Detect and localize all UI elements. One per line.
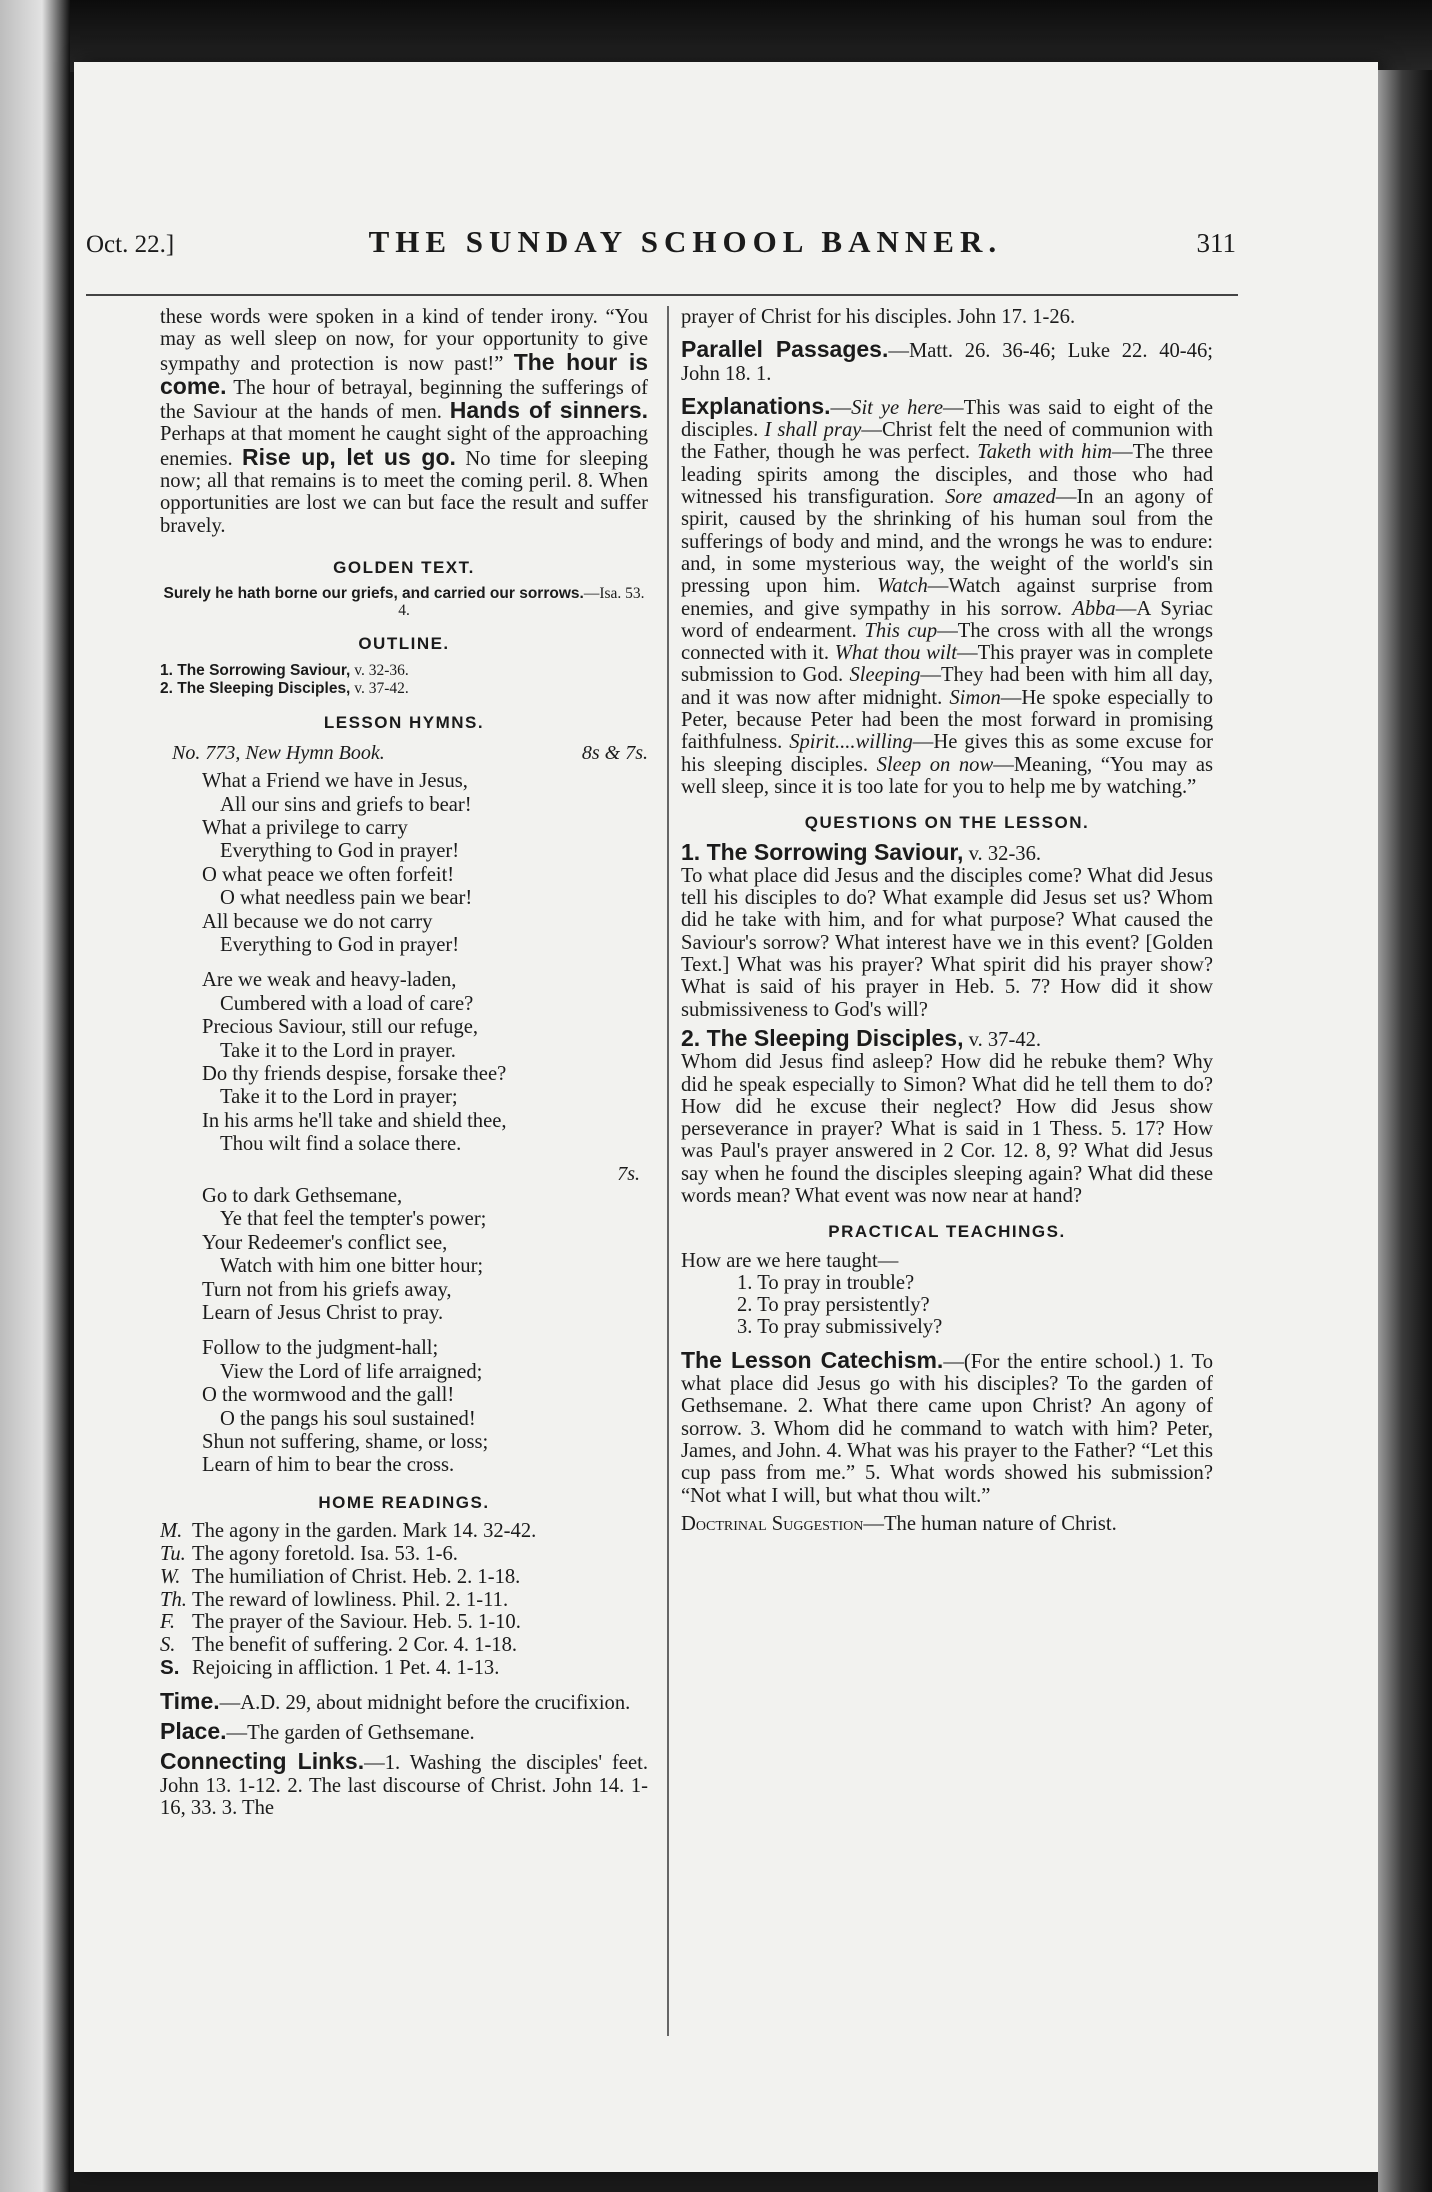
golden-text-heading: GOLDEN TEXT. xyxy=(333,557,475,577)
column-rule xyxy=(667,306,669,2036)
header-date: Oct. 22.] xyxy=(86,231,175,258)
explanation-text: —He gives this as some excuse for his sleeping disciples. xyxy=(681,731,1213,776)
practical-list xyxy=(737,1272,1213,1339)
hymn-reference: No. 773, New Hymn Book. 8s & 7s. xyxy=(172,741,648,764)
questions-heading: QUESTIONS ON THE LESSON. xyxy=(804,813,1090,833)
explanation-term: What thou wilt xyxy=(834,642,958,665)
explanation-text: — xyxy=(830,396,852,419)
hymn-stanza: What a Friend we have in Jesus, All our sins and griefs to bear! What a privilege to carry Everything to God in prayer! O what peace we often forfeit! O what needless pain we bear! All because we do not carry Everything to God in prayer! xyxy=(202,770,473,956)
explanation-term: Sleeping xyxy=(849,664,921,687)
explanation-text: —This prayer was in complete submission to God. xyxy=(681,642,1213,687)
place-paragraph: Place.—The garden of Gethsemane. xyxy=(160,1718,475,1744)
practical-item: 2. To pray persistently? xyxy=(737,1294,930,1317)
book-edge-shadow xyxy=(1378,70,1432,2192)
doctrinal-suggestion-paragraph: Doctrinal Suggestion—The human nature of Christ. xyxy=(681,1512,1117,1535)
explanation-term: I shall pray xyxy=(764,419,862,442)
left-column xyxy=(160,306,648,2036)
outline-heading: OUTLINE. xyxy=(358,634,450,654)
question-text-2: Whom did Jesus find asleep? How did he rebuke them? Why did he speak especially to Simon? What did he tell them to do? How did he excuse their neglect? How did Jesus show perseverance in prayer? What is said in 1 Thess. 5. 17? How was Paul's prayer answered in 2 Cor. 12. 8, 9? What did Jesus say when he found the disciples sleeping again? What did these words mean? What event was now near at hand? xyxy=(681,1051,1213,1207)
explanation-text: —Meaning, “You may as well sleep, since it is too late for you to help me by watching.” xyxy=(681,753,1213,798)
parallel-passages-paragraph: Parallel Passages.—Matt. 26. 36-46; Luke 22. 40-46; John 18. 1. xyxy=(681,336,1213,385)
reading-row: Tu. The agony foretold. Isa. 53. 1-6. xyxy=(160,1542,458,1565)
explanation-text: —Watch against surprise from enemies, and give sympathy in his sorrow. xyxy=(681,575,1213,620)
golden-text: Surely he hath borne our griefs, and carried our sorrows.—Isa. 53. 4. xyxy=(163,585,645,620)
explanation-term: Sore amazed xyxy=(945,486,1056,509)
right-column xyxy=(681,306,1213,2036)
hymn-stanza: Go to dark Gethsemane, Ye that feel the tempter's power; Your Redeemer's conflict see, Watch with him one bitter hour; Turn not from his griefs away, Learn of Jesus Christ to pray. xyxy=(202,1184,487,1324)
practical-item: 1. To pray in trouble? xyxy=(737,1271,915,1294)
hymn-stanza: Are we weak and heavy-laden, Cumbered with a load of care? Precious Saviour, still our refuge, Take it to the Lord in prayer. Do thy friends despise, forsake thee? Take it to the Lord in prayer; In his arms he'll take and shield thee, Thou wilt find a solace there. xyxy=(202,969,507,1156)
explanation-term: Simon xyxy=(949,686,1001,709)
explanation-text: —They had been with him all day, and it was now after midnight. xyxy=(681,664,1213,709)
lesson-hymns-heading: LESSON HYMNS. xyxy=(323,712,485,732)
practical-item: 3. To pray submissively? xyxy=(737,1316,943,1339)
explanation-term: Sleep on now xyxy=(876,753,994,776)
continuation-paragraph: prayer of Christ for his disciples. John 17. 1-26. xyxy=(681,306,1076,328)
explanation-term: Watch xyxy=(877,575,928,598)
question-section-1: 1. The Sorrowing Saviour, v. 32-36. xyxy=(681,838,1042,865)
header-title: THE SUNDAY SCHOOL BANNER. xyxy=(368,224,1003,259)
hymn-stanza: Follow to the judgment-hall; View the Lord of life arraigned; O the wormwood and the gall! O the pangs his soul sustained! Shun not suffering, shame, or loss; Learn of him to bear the cross. xyxy=(202,1337,489,1477)
explanation-text: —He spoke especially to Peter, because Peter had been the most forward in promising faithfulness. xyxy=(681,686,1213,754)
explanation-text: —A Syriac word of endearment. xyxy=(681,597,1213,642)
outline-item: 2. The Sleeping Disciples, v. 37-42. xyxy=(160,679,409,697)
time-paragraph: Time.—A.D. 29, about midnight before the crucifixion. xyxy=(160,1687,631,1714)
reading-row: S. Rejoicing in affliction. 1 Pet. 4. 1-13. xyxy=(160,1655,500,1679)
explanation-text: —This was said to eight of the disciples. xyxy=(681,396,1213,442)
facing-page-edge xyxy=(0,0,70,2192)
question-text-1: To what place did Jesus and the disciples come? What did Jesus tell his disciples to do? What example did Jesus set us? Whom did he take with him, and for what purpose? What caused the Saviour's sorrow? What interest have we in this event? [Golden Text.] What was his prayer? What spirit did his prayer show? What is said of his prayer in Heb. 5. 7? How did it show submissiveness to God's will? xyxy=(681,864,1213,1021)
reading-row: M. The agony in the garden. Mark 14. 32-42. xyxy=(160,1520,537,1543)
explanation-term: Spirit....willing xyxy=(789,731,913,754)
explanation-term: Abba xyxy=(1072,597,1116,620)
connecting-links-paragraph: Connecting Links.—1. Washing the disciples' feet. John 13. 1-12. 2. The last discourse of Christ. John 14. 1-16, 33. 3. The xyxy=(160,1748,648,1819)
explanations-paragraph: Explanations.—Sit ye here—This was said to eight of the disciples. I shall pray—Christ felt the need of communion with the Father, though he was perfect. Taketh with him—The three leading spirits among the disciples, and those who had witnessed his transfiguration. Sore amazed—In an agony of spirit, caused by the shrinking of his human soul from the sufferings of body and mind, and the wrongs he was to endure: and, in some mysterious way, the weight of the world's sin pressing upon him. Watch—Watch against surprise from enemies, and give sympathy in his sorrow. Abba—A Syriac word of endearment. This cup—The cross with all the wrongs connected with it. What thou wilt—This prayer was in complete submission to God. Sleeping—They had been with him all day, and it was now after midnight. Simon—He spoke especially to Peter, because Peter had been the most forward in promising faithfulness. Spirit....willing—He gives this as some excuse for his sleeping disciples. Sleep on now—Meaning, “You may as well sleep, since it is too late for you to help me by watching.” xyxy=(681,392,1213,798)
explanation-term: This cup xyxy=(864,619,938,642)
outline-item: 1. The Sorrowing Saviour, v. 32-36. xyxy=(160,661,409,679)
reading-row: W. The humiliation of Christ. Heb. 2. 1-18. xyxy=(160,1565,521,1588)
explanation-text: —The cross with all the wrongs connected with it. xyxy=(681,619,1213,665)
practical-teachings-heading: PRACTICAL TEACHINGS. xyxy=(828,1222,1066,1242)
explanation-text: —Christ felt the need of communion with the Father, though he was perfect. xyxy=(681,419,1213,464)
reading-row: Th. The reward of lowliness. Phil. 2. 1-11. xyxy=(160,1588,509,1611)
running-head xyxy=(86,224,1236,268)
practical-intro: How are we here taught— xyxy=(681,1249,899,1272)
hymn-meter: 7s. xyxy=(617,1162,640,1185)
explanation-term: Sit ye here xyxy=(851,396,944,419)
reading-row: F. The prayer of the Saviour. Heb. 5. 1-10. xyxy=(160,1611,521,1634)
reading-row: S. The benefit of suffering. 2 Cor. 4. 1-18. xyxy=(160,1634,518,1657)
intro-paragraph: these words were spoken in a kind of tender irony. “You may as well sleep on now, for your opportunity to give sympathy and protection is now past!” The hour is come. The hour of betrayal, beginning the sufferings of the Saviour at the hands of men. Hands of sinners. Perhaps at that moment he caught sight of the approaching enemies. Rise up, let us go. No time for sleeping now; all that remains is to meet the coming peril. 8. When opportunities are lost we can but face the result and suffer bravely. xyxy=(160,306,648,537)
home-readings-heading: HOME READINGS. xyxy=(318,1492,490,1512)
explanation-text: —The three leading spirits among the disciples, and those who had witnessed his transfiguration. xyxy=(681,441,1213,509)
question-section-2: 2. The Sleeping Disciples, v. 37-42. xyxy=(681,1024,1042,1051)
explanation-term: Taketh with him xyxy=(977,441,1113,464)
explanation-text: —In an agony of spirit, caused by the shrinking of his human soul from the sufferings of body and mind, and the wrongs he was to endure: and, in some mysterious way, the weight of the world's sin pressing upon him. xyxy=(681,486,1213,598)
header-rule xyxy=(86,294,1238,296)
lesson-catechism-paragraph: The Lesson Catechism.—(For the entire school.) 1. To what place did Jesus go with his disciples? To the garden of Gethsemane. 2. What there came upon Christ? An agony of sorrow. 3. Whom did he command to watch with him? Peter, James, and John. 4. What was his prayer to the Father? “Let this cup pass from me.” 5. What words showed his submission? “Not what I will, but what thou wilt.” xyxy=(681,1346,1213,1507)
page-number: 311 xyxy=(1196,228,1236,258)
